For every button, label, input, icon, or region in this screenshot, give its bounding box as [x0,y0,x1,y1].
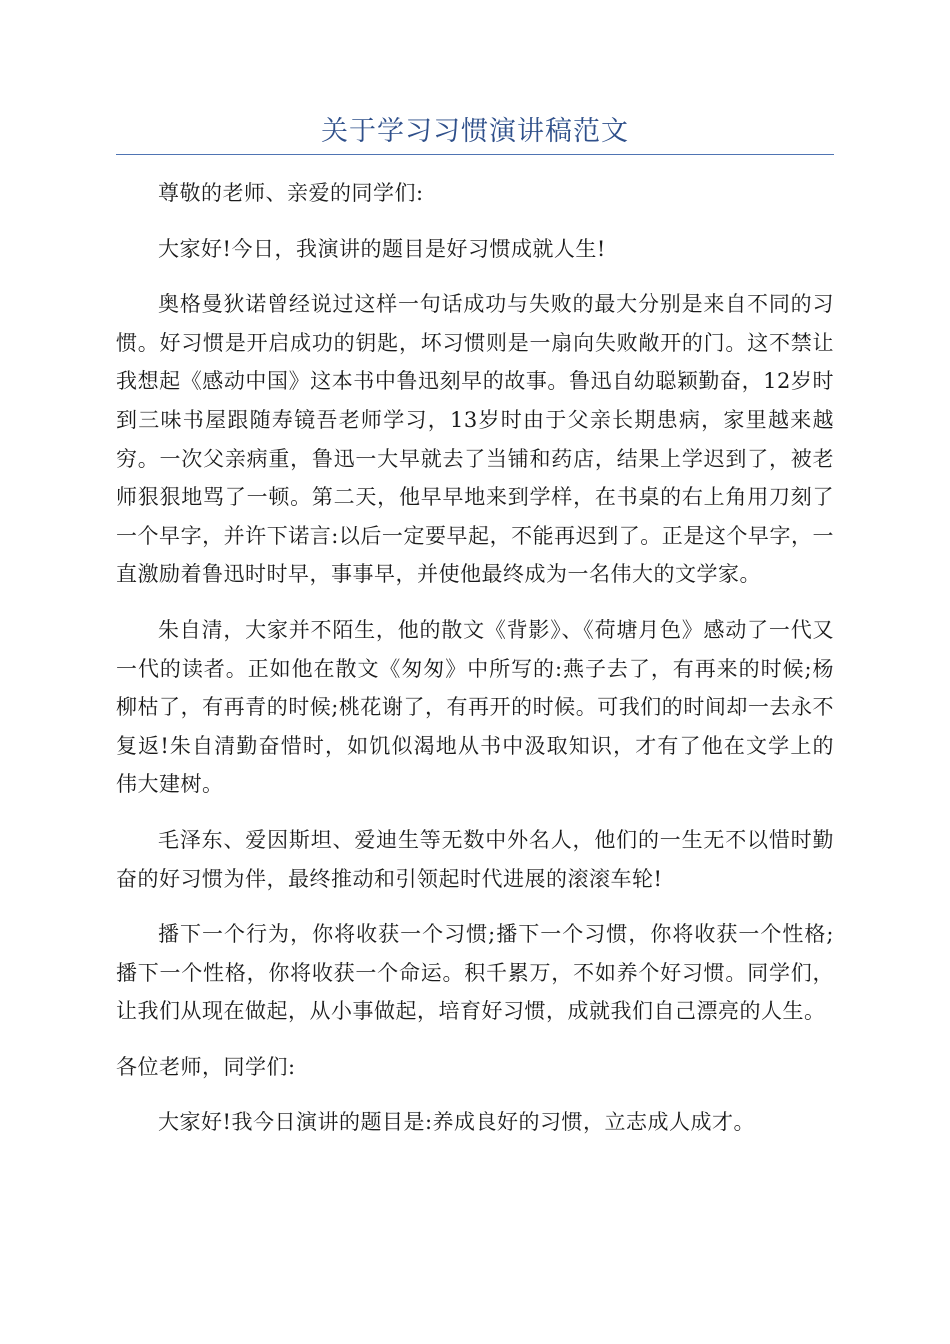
greeting-paragraph: 大家好!今日，我演讲的题目是好习惯成就人生! [158,236,606,261]
body-paragraph-lu-xun: 奥格曼狄诺曾经说过这样一句话成功与失败的最大分别是来自不同的习惯。好习惯是开启成功的钥匙，坏习惯则是一扇向失败敞开的门。这不禁让我想起《感动中国》这本书中鲁迅刻早的故事。鲁迅自幼聪颖勤奋，12岁时到三味书屋跟随寿镜吾老师学习，13岁时由于父亲长期患病，家里越来越穷。一次父亲病重，鲁迅一大早就去了当铺和药店，结果上学迟到了，被老师狠狠地骂了一顿。第二天，他早早地来到学样，在书桌的右上角用刀刻了一个早字，并许下诺言:以后一定要早起，不能再迟到了。正是这个早字，一直激励着鲁迅时时早，事事早，并使他最终成为一名伟大的文学家。 [116,292,834,587]
page-title: 关于学习习惯演讲稿范文 [321,116,629,147]
title-underline [116,154,834,155]
body-paragraph-conclusion: 播下一个行为，你将收获一个习惯;播下一个习惯，你将收获一个性格;播下一个性格，你将收获一个命运。积千累万，不如养个好习惯。同学们，让我们从现在做起，从小事做起，培育好习惯，成就我们自己漂亮的人生。 [116,922,834,1024]
document-body [116,174,834,1159]
second-salutation-paragraph: 各位老师，同学们: [116,1054,296,1079]
body-paragraph-famous-people: 毛泽东、爱因斯坦、爱迪生等无数中外名人，他们的一生无不以惜时勤奋的好习惯为伴，最终推动和引领起时代进展的滚滚车轮! [116,827,834,891]
salutation-paragraph: 尊敬的老师、亲爱的同学们: [158,181,424,205]
body-paragraph-zhu-ziqing: 朱自清，大家并不陌生，他的散文《背影》、《荷塘月色》感动了一代又一代的读者。正如他在散文《匆匆》中所写的:燕子去了，有再来的时候;杨柳枯了，有再青的时候;桃花谢了，有再开的时候。可我们的时间却一去永不复返!朱自清勤奋惜时，如饥似渴地从书中汲取知识，才有了他在文学上的伟大建树。 [116,617,834,797]
second-greeting-paragraph: 大家好!我今日演讲的题目是:养成良好的习惯，立志成人成才。 [158,1110,756,1135]
